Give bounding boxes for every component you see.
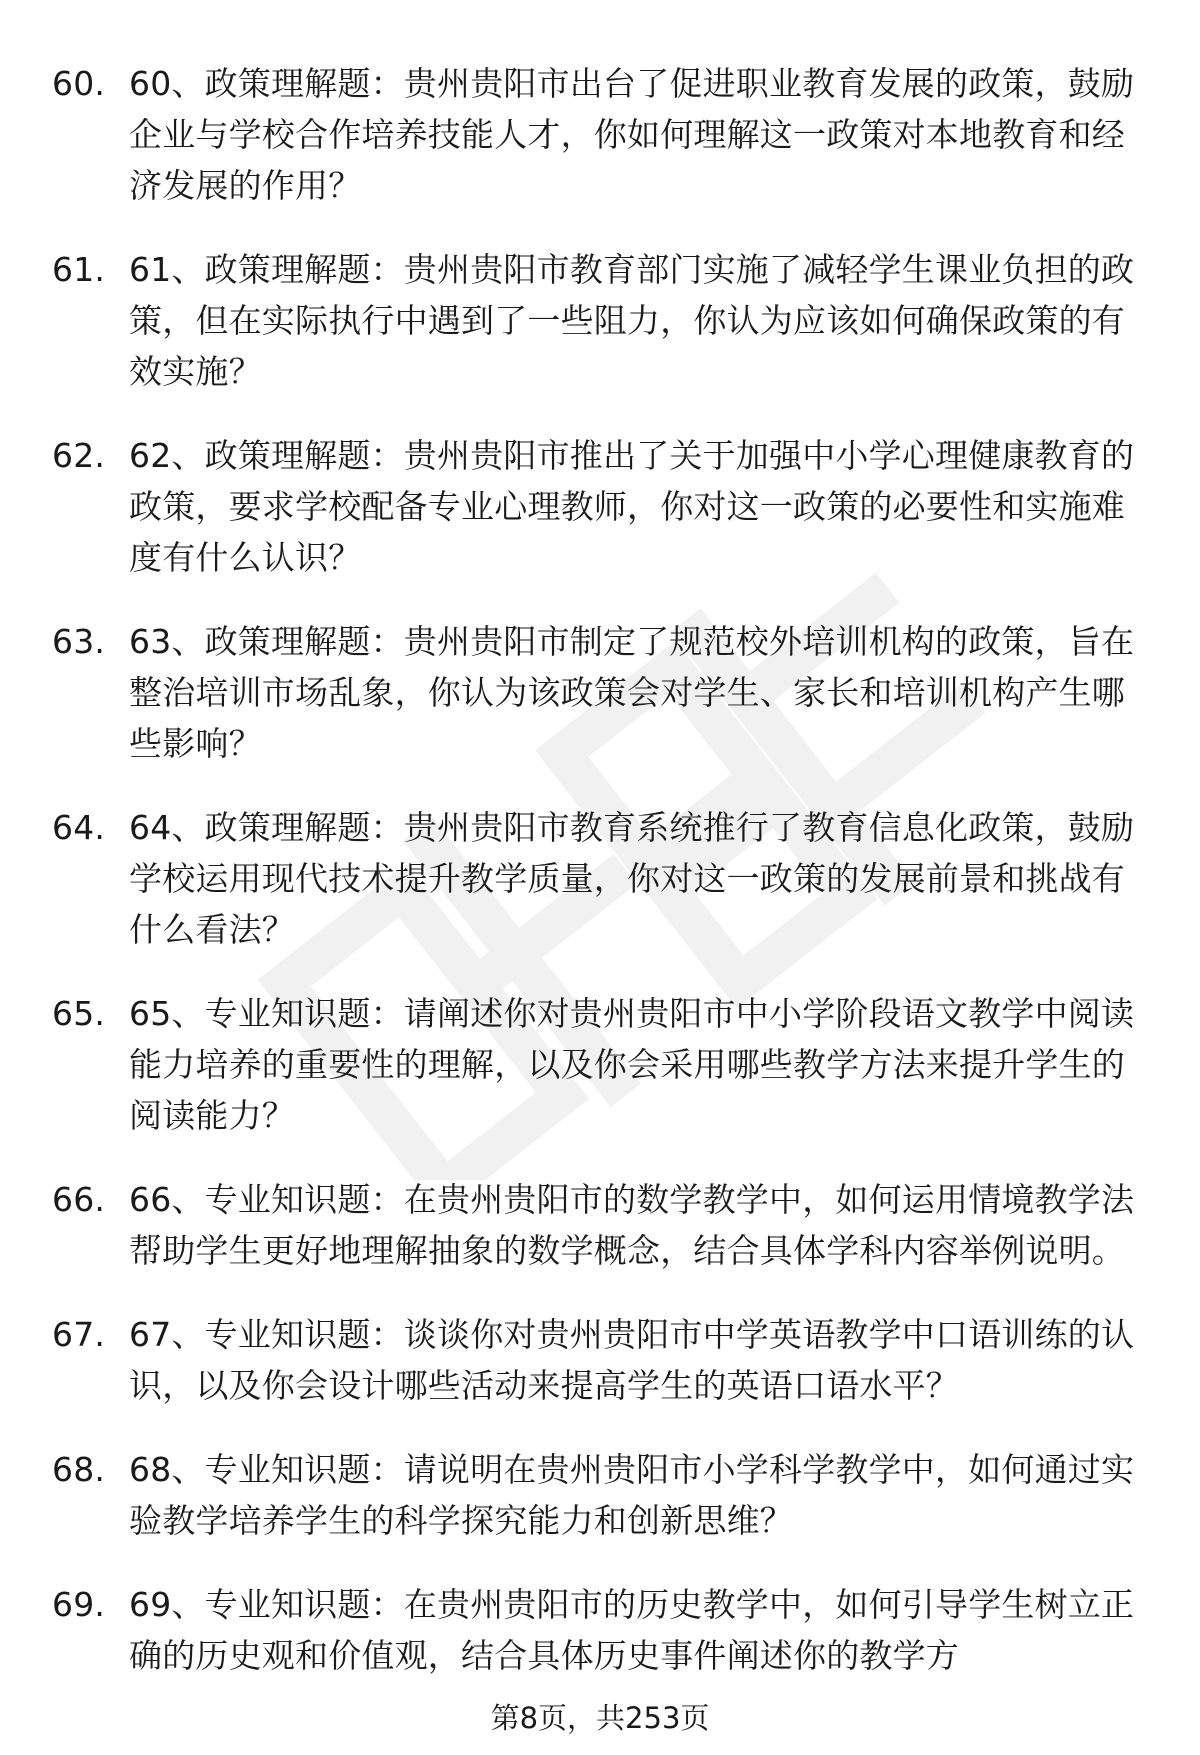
question-number: 68. xyxy=(52,1450,106,1489)
question-item xyxy=(52,58,1152,211)
question-number: 69. xyxy=(52,1585,106,1624)
question-number: 66. xyxy=(52,1180,106,1219)
question-list xyxy=(52,58,1152,1714)
question-number: 61. xyxy=(52,250,106,289)
question-text: 61、政策理解题：贵州贵阳市教育部门实施了减轻学生课业负担的政策，但在实际执行中遇到了一些阻力，你认为应该如何确保政策的有效实施？ xyxy=(129,250,1135,391)
question-item xyxy=(52,1174,1152,1276)
question-number: 65. xyxy=(52,994,106,1033)
question-number: 64. xyxy=(52,808,106,847)
question-item xyxy=(52,988,1152,1141)
question-item xyxy=(52,616,1152,769)
question-text: 66、专业知识题：在贵州贵阳市的数学教学中，如何运用情境教学法帮助学生更好地理解抽象的数学概念，结合具体学科内容举例说明。 xyxy=(129,1180,1135,1270)
question-text: 67、专业知识题：谈谈你对贵州贵阳市中学英语教学中口语训练的认识，以及你会设计哪些活动来提高学生的英语口语水平？ xyxy=(129,1315,1135,1405)
question-text: 68、专业知识题：请说明在贵州贵阳市小学科学教学中，如何通过实验教学培养学生的科学探究能力和创新思维？ xyxy=(129,1450,1135,1540)
question-item xyxy=(52,1579,1152,1681)
question-text: 65、专业知识题：请阐述你对贵州贵阳市中小学阶段语文教学中阅读能力培养的重要性的理解，以及你会采用哪些教学方法来提升学生的阅读能力？ xyxy=(129,994,1135,1135)
question-text: 60、政策理解题：贵州贵阳市出台了促进职业教育发展的政策，鼓励企业与学校合作培养技能人才，你如何理解这一政策对本地教育和经济发展的作用？ xyxy=(129,64,1135,205)
question-number: 62. xyxy=(52,436,106,475)
question-item xyxy=(52,430,1152,583)
question-text: 64、政策理解题：贵州贵阳市教育系统推行了教育信息化政策，鼓励学校运用现代技术提升教学质量，你对这一政策的发展前景和挑战有什么看法？ xyxy=(129,808,1135,949)
question-text: 63、政策理解题：贵州贵阳市制定了规范校外培训机构的政策，旨在整治培训市场乱象，你认为该政策会对学生、家长和培训机构产生哪些影响？ xyxy=(129,622,1135,763)
question-text: 69、专业知识题：在贵州贵阳市的历史教学中，如何引导学生树立正确的历史观和价值观，结合具体历史事件阐述你的教学方 xyxy=(129,1585,1135,1675)
question-item xyxy=(52,244,1152,397)
question-number: 63. xyxy=(52,622,106,661)
question-number: 60. xyxy=(52,64,106,103)
question-number: 67. xyxy=(52,1315,106,1354)
question-item xyxy=(52,1444,1152,1546)
question-text: 62、政策理解题：贵州贵阳市推出了关于加强中小学心理健康教育的政策，要求学校配备专业心理教师，你对这一政策的必要性和实施难度有什么认识？ xyxy=(129,436,1135,577)
question-item xyxy=(52,802,1152,955)
question-item xyxy=(52,1309,1152,1411)
page-number-footer: 第8页，共253页 xyxy=(490,1701,710,1735)
